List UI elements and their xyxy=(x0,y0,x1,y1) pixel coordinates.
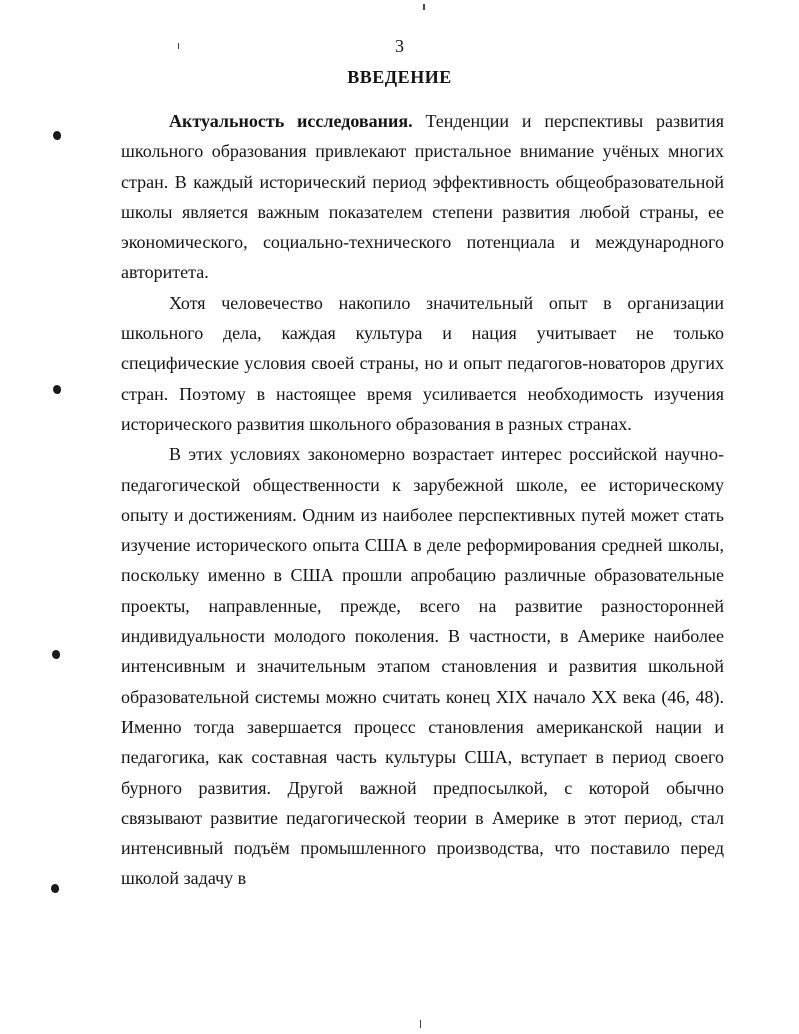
section-heading: ВВЕДЕНИЕ xyxy=(347,67,452,87)
binder-hole-mark xyxy=(52,650,60,659)
binder-hole-mark xyxy=(51,884,59,893)
scan-speck xyxy=(420,1020,421,1028)
paragraph-usa: В этих условиях закономерно возрастает интерес российской научно-педагогической общественности к зарубежной школе, ее историческому опыту и достижениям. Одним из наиболее перспективных путей может стать изучение исторического опыта США в деле реформирования средней школы, поскольку именно в США прошли апробацию различные образовательные проекты, направленные, прежде, всего на развитие разносторонней индивидуальности молодого поколения. В частности, в Америке наиболее интенсивным и значительным этапом становления и развития школьной образовательной системы можно считать конец XIX начало XX века (46, 48). Именно тогда завершается процесс становления американской нации и педагогика, как составная часть культуры США, вступает в период своего бурного развития. Другой важной предпосылкой, с которой обычно связывают развитие педагогической теории в Америке в этот период, стал интенсивный подъём промышленного производства, что поставило перед школой задачу в xyxy=(121,444,724,889)
body-text xyxy=(121,106,724,894)
binder-hole-mark xyxy=(53,131,61,140)
paragraph-text: Тенденции и перспективы развития школьного образования привлекают пристальное внимание учёных многих стран. В каждый исторический период эффективность общеобразовательной школы является важным показателем степени развития любой страны, ее экономического, социально-технического потенциала и международного авторитета. xyxy=(121,111,724,283)
scan-speck xyxy=(423,4,425,10)
paragraph-experience: Хотя человечество накопило значительный опыт в организации школьного дела, каждая культура и нация учитывает не только специфические условия своей страны, но и опыт педагогов-новаторов других стран. Поэтому в настоящее время усиливается необходимость изучения исторического развития школьного образования в разных странах. xyxy=(121,292,724,434)
binder-hole-mark xyxy=(53,385,61,394)
paragraph-relevance xyxy=(121,106,724,288)
paragraph-lead: Актуальность исследования. xyxy=(169,111,413,131)
page-number: 3 xyxy=(395,36,404,56)
